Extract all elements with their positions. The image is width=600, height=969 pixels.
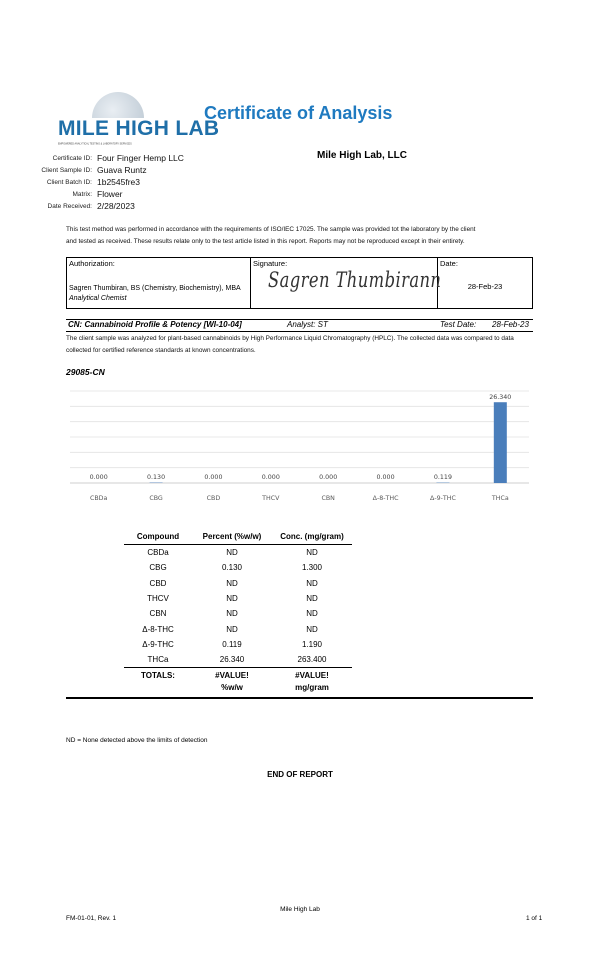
x-tick-label: CBDa bbox=[89, 495, 108, 502]
data-label: 0.000 bbox=[89, 474, 108, 481]
table-row bbox=[124, 576, 352, 591]
percent-cell: ND bbox=[226, 624, 238, 634]
info-value: 2/28/2023 bbox=[97, 201, 135, 211]
totals-percent: #VALUE! bbox=[215, 671, 249, 681]
conc-cell: ND bbox=[306, 594, 318, 604]
footer-form-id: FM-01-01, Rev. 1 bbox=[66, 915, 117, 922]
column-header: Percent (%w/w) bbox=[192, 528, 272, 545]
percent-cell: 26.340 bbox=[192, 652, 272, 668]
totals-conc: #VALUE! bbox=[295, 671, 329, 681]
info-row-matrix bbox=[0, 189, 200, 201]
info-value: 1b2545fre3 bbox=[97, 177, 141, 187]
disclaimer-line-2: and tested as received. These results relate only to the test article listed in this report. Reports may not be reproduced except in their entirety. bbox=[66, 238, 465, 245]
compound-cell: Δ-8-THC bbox=[142, 624, 174, 634]
units-row bbox=[124, 683, 352, 694]
table-header-row bbox=[124, 528, 352, 545]
info-row-batch bbox=[0, 177, 200, 189]
footer-center: Mile High Lab bbox=[280, 906, 320, 913]
compound-cell: CBG bbox=[149, 563, 167, 573]
conc-cell: ND bbox=[306, 548, 318, 558]
info-label: Date Received: bbox=[47, 203, 92, 210]
data-label: 0.000 bbox=[319, 474, 338, 481]
data-label: 0.000 bbox=[376, 474, 395, 481]
logo-tagline: EMPOWERED ANALYTICAL TESTING & LABORATORY SERVICES bbox=[58, 142, 132, 146]
data-label: 0.000 bbox=[261, 474, 280, 481]
bar-THCa bbox=[494, 402, 507, 483]
test-date: 28-Feb-23 bbox=[492, 320, 529, 329]
authorization-date: 28-Feb-23 bbox=[467, 282, 503, 291]
data-label: 0.000 bbox=[204, 474, 223, 481]
cannabinoid-bar-chart bbox=[66, 378, 533, 520]
logo-text: MILE HIGH LAB bbox=[58, 117, 220, 140]
info-value: Four Finger Hemp LLC bbox=[97, 153, 184, 163]
percent-unit: %w/w bbox=[221, 683, 243, 693]
analyst: Analyst: ST bbox=[287, 320, 328, 329]
lab-name: Mile High Lab, LLC bbox=[317, 150, 407, 161]
x-tick-label: CBD bbox=[206, 495, 221, 502]
conc-unit: mg/gram bbox=[295, 683, 329, 693]
conc-cell: 1.300 bbox=[301, 563, 323, 573]
footer-page-number: 1 of 1 bbox=[526, 915, 543, 922]
method-description-1: The client sample was analyzed for plant-based cannabinoids by High Performance Liquid Chromatography (HPLC). The collected data was compared to data bbox=[66, 335, 514, 342]
test-date-label: Test Date: bbox=[440, 320, 477, 329]
table-row bbox=[124, 637, 352, 652]
totals-label: TOTALS: bbox=[141, 671, 175, 681]
date-label: Date: bbox=[440, 259, 458, 268]
signature-label: Signature: bbox=[253, 259, 288, 268]
info-value: Guava Runtz bbox=[97, 165, 147, 175]
x-tick-label: Δ-8-THC bbox=[372, 495, 399, 502]
disclaimer-line-1: This test method was performed in accordance with the requirements of ISO/IEC 17025. The sample was provided tot the laboratory by the client bbox=[66, 226, 476, 233]
conc-cell: ND bbox=[306, 578, 318, 588]
totals-row bbox=[124, 668, 352, 684]
table-row bbox=[124, 545, 352, 561]
footnote: ND = None detected above the limits of detection bbox=[66, 737, 208, 744]
info-value: Flower bbox=[97, 189, 123, 199]
table-row bbox=[124, 606, 352, 621]
percent-cell: ND bbox=[226, 594, 238, 604]
x-tick-label: Δ-9-THC bbox=[430, 495, 456, 502]
x-tick-label: THCa bbox=[491, 495, 509, 502]
info-label: Certificate ID: bbox=[52, 155, 92, 162]
percent-cell: 0.119 bbox=[222, 639, 242, 649]
table-row bbox=[124, 621, 352, 636]
compound-cell: THCV bbox=[147, 594, 169, 604]
conc-cell: 1.190 bbox=[301, 639, 323, 649]
conc-cell: ND bbox=[306, 624, 318, 634]
percent-cell: ND bbox=[226, 548, 238, 558]
percent-cell: ND bbox=[226, 609, 238, 619]
data-label: 0.130 bbox=[147, 474, 166, 481]
table-row bbox=[124, 591, 352, 606]
info-label: Client Sample ID: bbox=[41, 167, 92, 174]
column-header: Conc. (mg/gram) bbox=[272, 528, 352, 545]
info-label: Matrix: bbox=[72, 191, 92, 198]
compound-cell: CBD bbox=[149, 578, 167, 588]
info-row-sample bbox=[0, 165, 200, 177]
authorization-label: Authorization: bbox=[69, 259, 115, 268]
section-name: CN: Cannabinoid Profile & Potency [WI-10-04] bbox=[68, 320, 242, 329]
x-tick-label: CBN bbox=[321, 495, 335, 502]
percent-cell: ND bbox=[226, 578, 238, 588]
divider bbox=[66, 697, 533, 699]
data-label: 26.340 bbox=[489, 394, 512, 402]
divider bbox=[250, 257, 251, 309]
info-row-certificate bbox=[0, 153, 200, 165]
signer-title: Analytical Chemist bbox=[69, 295, 127, 302]
page-title: Certificate of Analysis bbox=[204, 103, 393, 123]
column-header: Compound bbox=[124, 528, 192, 545]
method-description-2: collected for certified reference standards at known concentrations. bbox=[66, 347, 256, 354]
table-row bbox=[124, 560, 352, 575]
chart-title: 29085-CN bbox=[66, 367, 105, 377]
end-of-report: END OF REPORT bbox=[267, 770, 333, 779]
info-row-date-received bbox=[0, 201, 200, 213]
signer-name: Sagren Thumbiran, BS (Chemistry, Biochemistry), MBA bbox=[69, 285, 241, 292]
conc-cell: 263.400 bbox=[272, 652, 352, 668]
results-table bbox=[124, 528, 352, 694]
conc-cell: ND bbox=[306, 609, 318, 619]
compound-cell: CBN bbox=[149, 609, 167, 619]
x-tick-label: CBG bbox=[149, 495, 163, 502]
compound-cell: THCa bbox=[124, 652, 192, 668]
info-label: Client Batch ID: bbox=[46, 179, 92, 186]
data-label: 0.119 bbox=[433, 474, 452, 481]
compound-cell: CBDa bbox=[147, 548, 169, 558]
table-row bbox=[124, 652, 352, 668]
compound-cell: Δ-9-THC bbox=[142, 639, 174, 649]
signature: Sagren Thumbirann bbox=[268, 268, 442, 292]
x-tick-label: THCV bbox=[262, 495, 280, 502]
percent-cell: 0.130 bbox=[221, 563, 243, 573]
